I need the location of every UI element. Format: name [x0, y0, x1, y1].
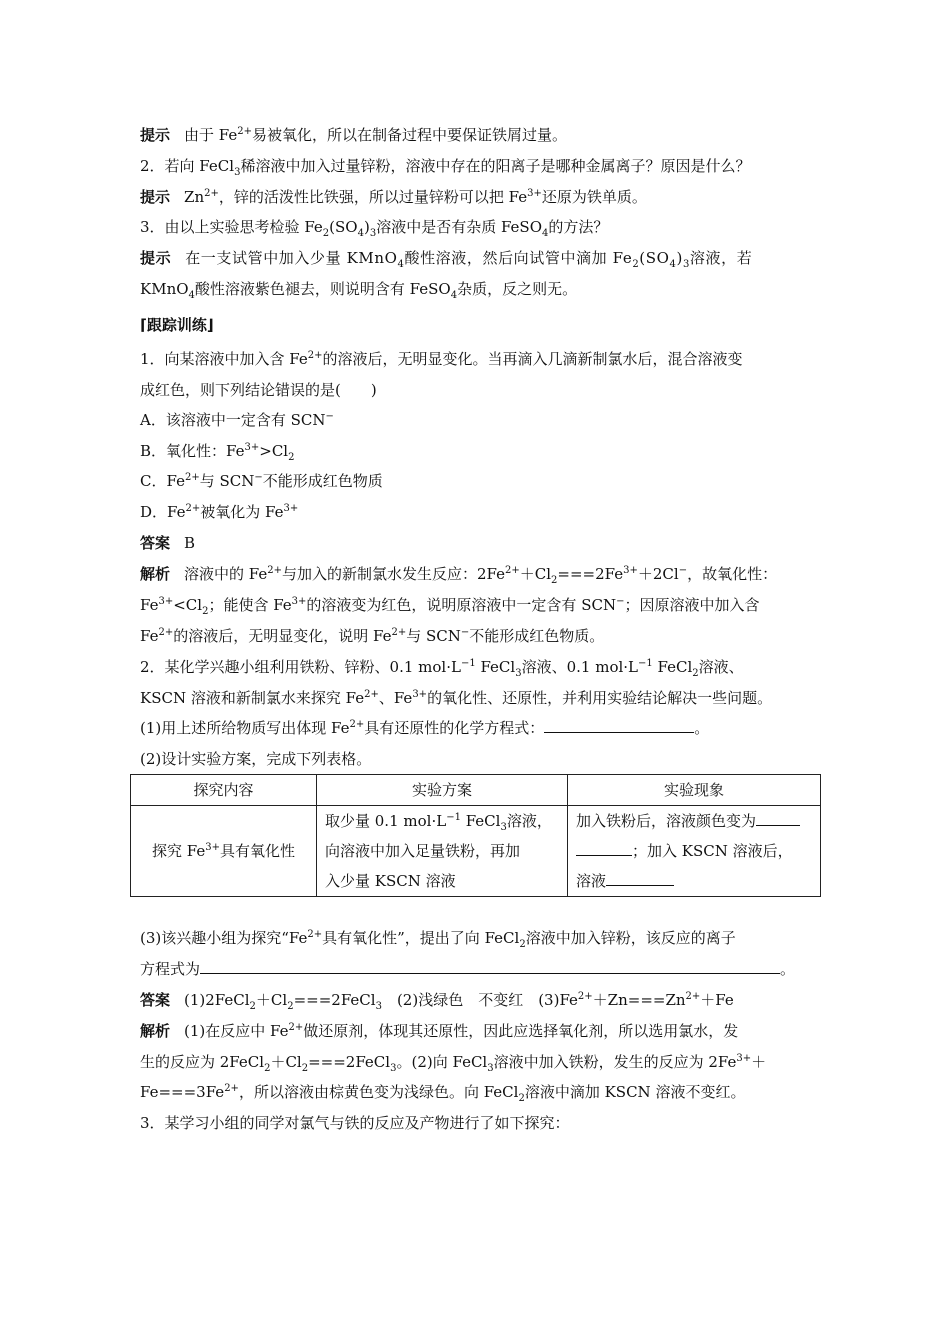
table-header: 实验现象	[568, 775, 821, 806]
option-b: B．氧化性：$Fe^{3+}>Cl_2$	[140, 442, 295, 463]
answer-blank[interactable]	[544, 718, 694, 733]
hint-1: 提示 由于 $Fe^{2+}$易被氧化，所以在制备过程中要保证铁屑过量。	[140, 126, 568, 144]
hint-label: 提示	[140, 126, 171, 144]
table-cell-content: 探究 $Fe^{3+}$具有氧化性	[131, 806, 317, 897]
hint-2: 提示 $Zn^{2+}$，锌的活泼性比铁强，所以过量锌粉可以把 $Fe^{3+}$还原为铁单质。	[140, 188, 647, 206]
answer-blank[interactable]	[200, 959, 780, 974]
table-cell-plan: 取少量 0.1 $mol\cdot L^{-1}$ FeCl$_3$溶液， 向溶液中加入足量铁粉，再加 入少量 KSCN 溶液	[317, 806, 568, 897]
table-cell-phenomenon: 加入铁粉后，溶液颜色变为 ；加入 KSCN 溶液后， 溶液	[568, 806, 821, 897]
hint-label: 提示	[140, 249, 172, 267]
option-c: C．$Fe^{2+}$与 SCN−不能形成红色物质	[140, 472, 383, 490]
practice-2-stem: 2．某化学兴趣小组利用铁粉、锌粉、0.1 $mol\cdot L^{-1}$ FeCl$_3$溶液、0.1 $mol\cdot L^{-1}$ FeCl$_2$溶液、	[140, 658, 744, 679]
experiment-table	[130, 774, 821, 897]
answer-label: 答案	[140, 991, 171, 1009]
answer-blank[interactable]	[606, 871, 674, 886]
hint-3-cont: KMnO$_4$酸性溶液紫色褪去，则说明含有 FeSO$_4$杂质，反之则无。	[140, 280, 578, 301]
practice-2-stem-cont: KSCN 溶液和新制氯水来探究 $Fe^{2+}$、$Fe^{3+}$的氧化性、还原性，并利用实验结论解决一些问题。	[140, 689, 773, 707]
answer-blank[interactable]	[756, 811, 800, 826]
analysis-label: 解析	[140, 565, 171, 583]
table-header: 探究内容	[131, 775, 317, 806]
answer-label: 答案	[140, 534, 171, 552]
table-header-row	[131, 775, 821, 806]
analysis-1-line3: $Fe^{2+}$的溶液后，无明显变化，说明 $Fe^{2+}$与 SCN−不能形成红色物质。	[140, 627, 605, 645]
section-title: ⌈跟踪训练⌋	[140, 316, 214, 334]
hint-3: 提示 在一支试管中加入少量 KMnO$_4$酸性溶液，然后向试管中滴加 $Fe_2(SO_4)_3$溶液，若	[140, 249, 753, 270]
practice-2-part3: (3)该兴趣小组为探究“$Fe^{2+}$具有氧化性”，提出了向 FeCl$_2$溶液中加入锌粉，该反应的离子	[140, 929, 736, 950]
table-row	[131, 806, 821, 897]
analysis-label: 解析	[140, 1022, 171, 1040]
analysis-2-line2: 生的反应为 $2FeCl_2+Cl_2===2FeCl_3$。(2)向 FeCl$_3$溶液中加入铁粉，发生的反应为 $2Fe^{3+}+$	[140, 1053, 767, 1074]
practice-2-part2: (2)设计实验方案，完成下列表格。	[140, 750, 372, 768]
practice-1-question: 1．向某溶液中加入含 $Fe^{2+}$的溶液后，无明显变化。当再滴入几滴新制氯水后，混合溶液变	[140, 350, 743, 368]
analysis-2-line3: $Fe===3Fe^{2+}$，所以溶液由棕黄色变为浅绿色。向 FeCl$_2$溶液中滴加 KSCN 溶液不变红。	[140, 1083, 746, 1104]
analysis-2: 解析 (1)在反应中 $Fe^{2+}$做还原剂，体现其还原性，因此应选择氧化剂，所以选用氯水，发	[140, 1022, 739, 1040]
answer-1: 答案 B	[140, 534, 196, 552]
bracket-left: ⌈	[140, 316, 147, 334]
table-header: 实验方案	[317, 775, 568, 806]
question-3: 3．由以上实验思考检验 $Fe_2(SO_4)_3$溶液中是否有杂质 FeSO$_4$的方法？	[140, 218, 609, 239]
answer-blank[interactable]	[576, 841, 632, 856]
practice-3-question: 3．某学习小组的同学对氯气与铁的反应及产物进行了如下探究：	[140, 1114, 570, 1132]
analysis-1: 解析 溶液中的 $Fe^{2+}$与加入的新制氯水发生反应：$2Fe^{2+}+Cl_2===2Fe^{3+}+2Cl^-$，故氧化性：	[140, 565, 778, 586]
hint-label: 提示	[140, 188, 171, 206]
option-d: D．$Fe^{2+}$被氧化为 $Fe^{3+}$	[140, 503, 299, 521]
analysis-1-line2: $Fe^{3+}<Cl_2$；能使含 $Fe^{3+}$的溶液变为红色，说明原溶液中一定含有 SCN−；因原溶液中加入含	[140, 596, 760, 617]
answer-2: 答案 $(1)2FeCl_2+Cl_2===2FeCl_3$ (2)浅绿色 不变红 $(3)Fe^{2+}+Zn===Zn^{2+}+Fe$	[140, 991, 734, 1012]
question-2: 2．若向 FeCl$_3$稀溶液中加入过量锌粉，溶液中存在的阳离子是哪种金属离子？原因是什么？	[140, 157, 751, 178]
option-a: A．该溶液中一定含有 SCN−	[140, 411, 334, 429]
practice-1-question-cont: 成红色，则下列结论错误的是( )	[140, 381, 377, 399]
practice-2-part1: (1)用上述所给物质写出体现 $Fe^{2+}$具有还原性的化学方程式： 。	[140, 719, 710, 737]
bracket-right: ⌋	[206, 316, 214, 334]
practice-2-part3-cont: 方程式为 。	[140, 960, 796, 978]
